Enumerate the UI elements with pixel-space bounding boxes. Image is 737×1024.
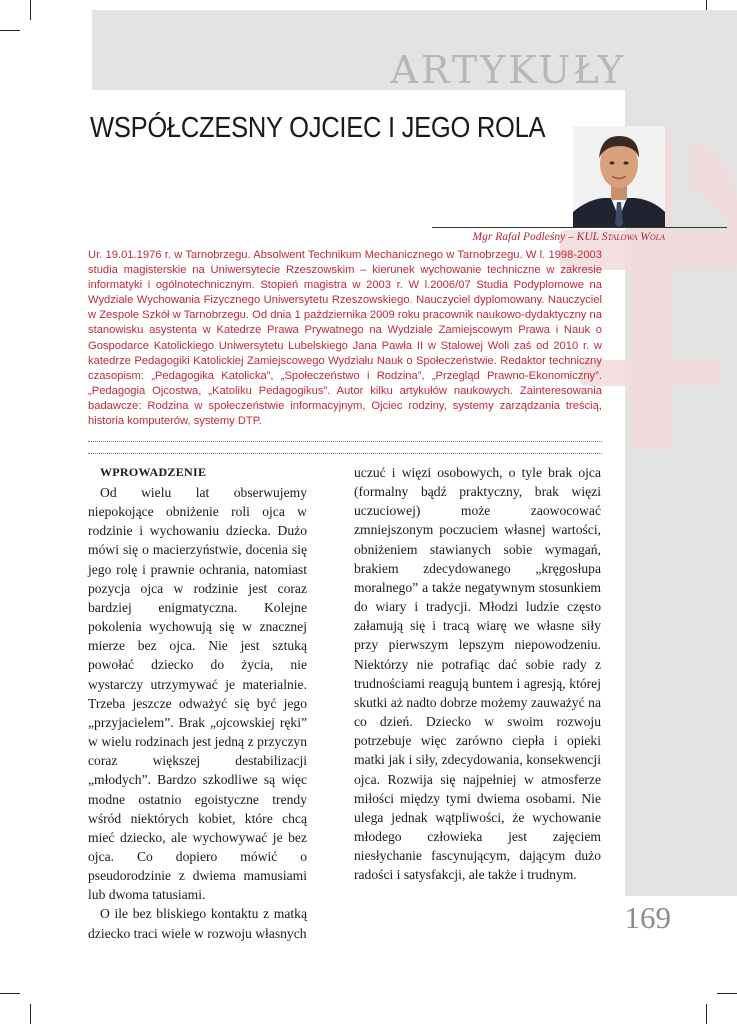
paragraph: Od wielu lat obserwujemy niepokojące obniżenie roli ojca w rodzinie i wychowaniu dziecka. Dużo mówi się o macierzyństwie, docenia się jego rolę i prawnie ochrania, natomiast pozycja ojca w rodzinie jest coraz bardziej enigmatyczna. Kolejne pokolenia wychowują się w znacznej mierze bez ojca. Nie jest sztuką powołać dziecko do życia, nie wystarczy utrzymywać je materialnie. Trzeba jeszcze odważyć się być jego „przyjacielem”. Brak „ojcowskiej ręki” w wielu rodzinach jest jedną z przyczyn coraz większej destabilizacji „młodych”. Bardzo szkodliwe są więc modne ostatnio egoistyczne trendy wśród niektórych kobiet, które chcą mieć dziecko, ale wychowywać je bez ojca. Co dopiero mówić o pseudorodzinie z dwiema mamusiami lub dwoma tatusiami. xyxy=(88,485,307,903)
text-column-left xyxy=(88,463,307,943)
section-heading: WPROWADZENIE xyxy=(100,465,207,479)
paragraph: uczuć i więzi osobowych, o tyle brak ojca (formalny bądź praktyczny, brak więzi uczuciowej) może zaowocować zmniejszonym poczuciem własnej wartości, obniżeniem stawianych sobie wymagań, brakiem zdecydowanego „kręgosłupa moralnego” a także negatywnym stosunkiem do wiary i tradycji. Młodzi ludzie często załamują się i tracą wiarę we własne siły przy pierwszym lepszym niepowodzeniu. Niektórzy nie potrafiąc dać sobie rady z trudnościami reagują buntem i agresją, której skutki aż nadto dobrze możemy zauważyć na co dzień. Dziecko w swoim rozwoju potrzebuje więc zarówno ciepła i opieki matki jak i siły, zdecydowania, konsekwencji ojca. Rozwija się najpełniej w atmosferze miłości między tymi dwiema osobami. Nie ulega jednak wątpliwości, że wychowanie młodego człowieka jest zajęciem niesłychanie fascynującym, dającym dużo radości i satysfakcji, ale także i trudnym. xyxy=(354,465,601,883)
crop-mark xyxy=(30,0,31,20)
page-number: 169 xyxy=(624,900,671,935)
crop-mark xyxy=(706,1004,707,1024)
crop-mark xyxy=(0,993,20,994)
author-affiliation: Stalowa Wola xyxy=(601,231,665,243)
dotted-divider xyxy=(88,441,602,442)
crop-mark xyxy=(717,993,737,994)
paragraph: O ile bez bliskiego kontaktu z matką dziecko traci wiele w rozwoju własnych xyxy=(88,906,307,941)
crop-mark xyxy=(0,30,20,31)
dotted-divider xyxy=(88,453,602,454)
author-photo xyxy=(573,126,665,228)
author-name: Mgr Rafał Podleśny – KUL xyxy=(472,231,602,243)
article-title: WSPÓŁCZESNY OJCIEC I JEGO ROLA xyxy=(90,112,546,144)
author-bio: Ur. 19.01.1976 r. w Tarnobrzegu. Absolwent Technikum Mechanicznego w Tarnobrzegu. W l. 1998-2003 studia magisterskie na Uniwersytecie Rzeszowskim – kierunek wychowanie techniczne w zakresie informatyki i ogólnotechnicznym. Stopień magistra w 2003 r. W l.2006/07 Studia Podyplomowe na Wydziale Wychowania Fizycznego Uniwersytetu Rzeszowskiego. Nauczyciel dyplomowany. Nauczyciel w Zespole Szkół w Tarnobrzegu. Od dnia 1 października 2009 roku pracownik naukowo-dydaktyczny na stanowisku asystenta w Katedrze Prawa Prywatnego na Wydziale Zamiejscowym Prawa i Nauk o Gospodarce Katolickiego Uniwersytetu Lubelskiego Jana Pawła II w Stalowej Woli zaś od 2010 r. w katedrze Pedagogiki Katolickiej Zamiejscowego Wydziału Nauk o Społeczeństwie. Redaktor techniczny czasopism: „Pedagogika Katolicka”, „Społeczeństwo i Rodzina”, „Przegląd Prawno-Ekonomiczny”. „Pedagogia Ojcostwa, „Katoliku Pedagogikus”. Autor kilku artykułów naukowych. Zainteresowania badawcze: Rodzina w społeczeństwie informacyjnym, Ojciec rodziny, systemy zarządzania treścią, historia komputerów, systemy DTP. xyxy=(88,249,602,428)
crop-mark xyxy=(30,1004,31,1024)
author-rule xyxy=(432,227,727,228)
author-byline xyxy=(473,231,665,243)
text-column-right xyxy=(354,463,601,884)
section-label: ARTYKUŁY xyxy=(390,48,626,92)
